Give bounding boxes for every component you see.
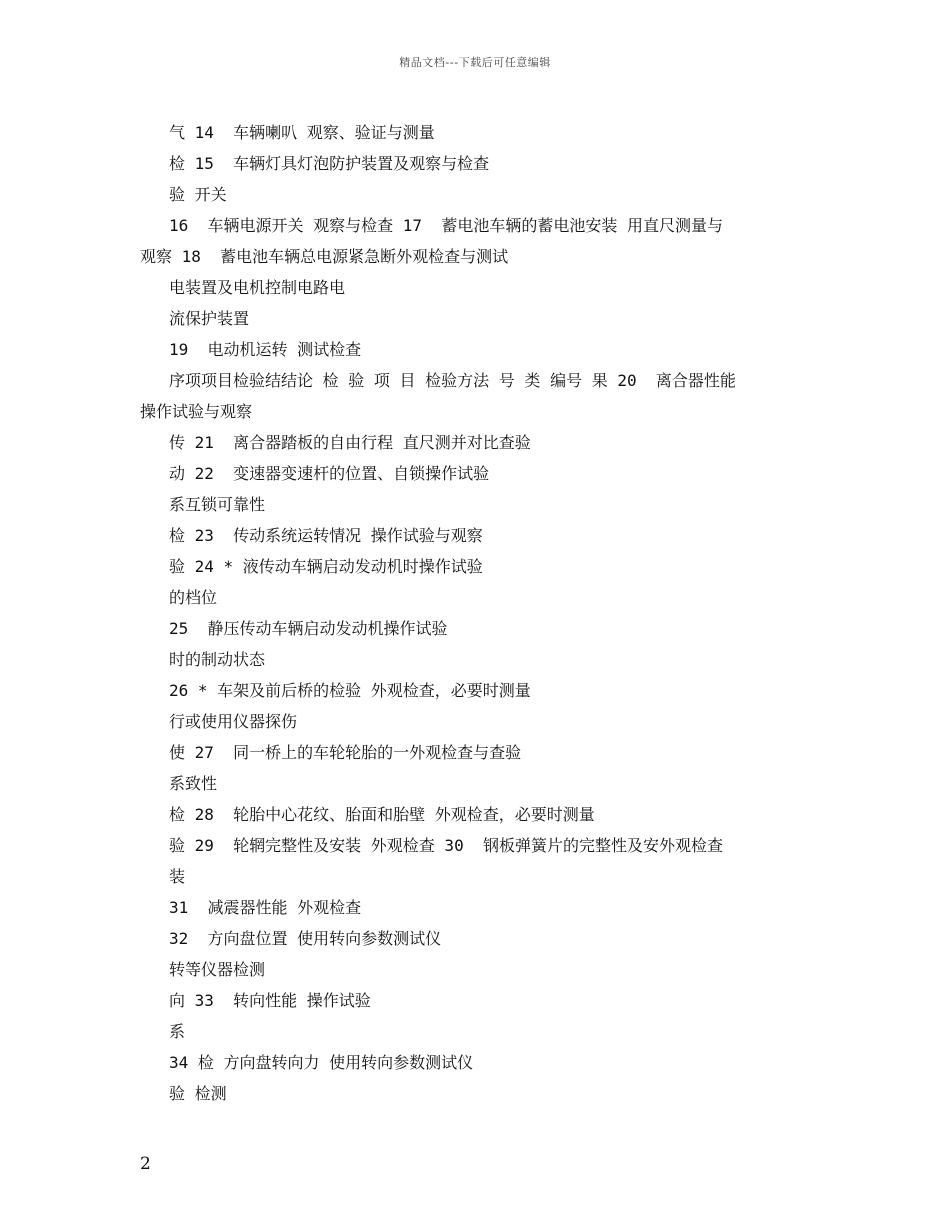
- text-line: 检 28 轮胎中心花纹、胎面和胎壁 外观检查，必要时测量: [169, 805, 595, 824]
- text-line: 的档位: [169, 588, 218, 607]
- text-line: 检 15 车辆灯具灯泡防护装置及观察与检查: [169, 154, 490, 173]
- text-line: 时的制动状态: [169, 650, 266, 669]
- text-line: 动 22 变速器变速杆的位置、自锁操作试验: [169, 464, 490, 483]
- text-line: 32 方向盘位置 使用转向参数测试仪: [169, 929, 442, 948]
- text-line: 16 车辆电源开关 观察与检查 17 蓄电池车辆的蓄电池安装 用直尺测量与: [169, 216, 723, 235]
- text-line: 系致性: [169, 774, 218, 793]
- text-line: 19 电动机运转 测试检查: [169, 340, 362, 359]
- text-line: 向 33 转向性能 操作试验: [169, 991, 371, 1010]
- text-line: 系互锁可靠性: [169, 495, 266, 514]
- text-line: 传 21 离合器踏板的自由行程 直尺测并对比查验: [169, 433, 531, 452]
- text-line: 气 14 车辆喇叭 观察、验证与测量: [169, 123, 435, 142]
- text-line: 使 27 同一桥上的车轮轮胎的一外观检查与查验: [169, 743, 522, 762]
- text-line: 系: [169, 1022, 186, 1041]
- text-line: 31 减震器性能 外观检查: [169, 898, 362, 917]
- text-line: 检 23 传动系统运转情况 操作试验与观察: [169, 526, 483, 545]
- text-line: 34 检 方向盘转向力 使用转向参数测试仪: [169, 1053, 474, 1072]
- text-line: 观察 18 蓄电池车辆总电源紧急断外观检查与测试: [140, 247, 509, 266]
- text-line: 验 24 * 液传动车辆启动发动机时操作试验: [169, 557, 483, 576]
- text-line: 电装置及电机控制电路电: [169, 278, 346, 297]
- text-line: 验 29 轮辋完整性及安装 外观检查 30 钢板弹簧片的完整性及安外观检查: [169, 836, 723, 855]
- text-line: 26 * 车架及前后桥的检验 外观检查，必要时测量: [169, 681, 531, 700]
- text-line: 装: [169, 867, 186, 886]
- page-header: 精品文档---下载后可任意编辑: [399, 56, 551, 69]
- text-line: 序项项目检验结结论 检 验 项 目 检验方法 号 类 编号 果 20 离合器性能: [169, 371, 736, 390]
- text-line: 验 开关: [169, 185, 227, 204]
- text-line: 验 检测: [169, 1084, 227, 1103]
- text-line: 操作试验与观察: [140, 402, 253, 421]
- document-body: [140, 117, 830, 1109]
- text-line: 行或使用仪器探伤: [169, 712, 298, 731]
- text-line: 25 静压传动车辆启动发动机操作试验: [169, 619, 448, 638]
- text-line: 流保护装置: [169, 309, 250, 328]
- text-line: 转等仪器检测: [169, 960, 266, 979]
- page-number: 2: [140, 1154, 151, 1174]
